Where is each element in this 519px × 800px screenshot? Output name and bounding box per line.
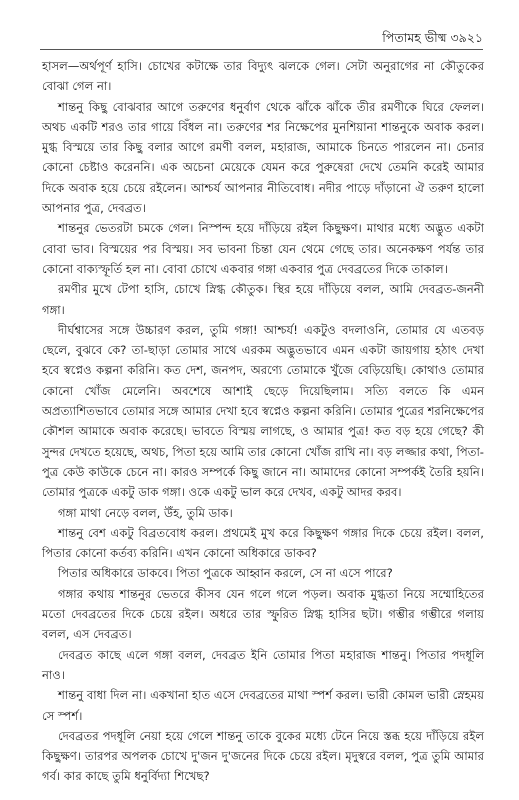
header-rule	[40, 49, 483, 50]
paragraph: দেবব্রতর পদধূলি নেয়া হয়ে গেলে শান্তনু তাকে বুকের মধ্যে টেনে নিয়ে স্তব্ধ হয়ে দাঁড়িয়ে রইল কিছুক্ষণ। তারপর অপলক চোখে দু'জন দু'জনের দিকে চেয়ে রইল। মৃদুস্বরে বলল, পুত্র তুমি আমার গর্ব। কার কাছে তুমি ধনুর্বিদ্যা শিখেছ?	[42, 728, 484, 784]
paragraph: পিতার অধিকারে ডাকবে। পিতা পুত্রকে আহ্বান করলে, সে না এসে পারে?	[58, 566, 393, 581]
paragraph: গঙ্গার কথায় শান্তনুর ভেতরে কীসব যেন গলে গলে পড়ল। অবাক মুগ্ধতা নিয়ে সম্মোহিতের মতো দেবব্রতের দিকে চেয়ে রইল। অধরে তার স্ফুরিত স্নিগ্ধ হাসির ছটা। গম্ভীর গম্ভীরে গলায় বলল, এস দেবব্রত।	[42, 586, 484, 642]
paragraph: দেবব্রত কাছে এলে গঙ্গা বলল, দেবব্রত ইনি তোমার পিতা মহারাজ শান্তনু। পিতার পদধূলি নাও।	[42, 647, 484, 682]
paragraph: হাসল—অর্থপূর্ণ হাসি। চোখের কটাক্ষে তার বিদ্যুৎ ঝলকে গেল। সেটা অনুরাগের না কৌতুকের বোঝা গেল না।	[42, 59, 484, 94]
running-header: পিতামহ ভীষ্ম ৩৯২১	[382, 30, 483, 45]
paragraph: শান্তনু কিছু বোঝবার আগে তরুণের ধনুর্বাণ থেকে ঝাঁকে ঝাঁকে তীর রমণীকে ঘিরে ফেলল। অথচ একটি শরও তার গায়ে বিঁধল না। তরুণের শর নিক্ষেপের মুনশিয়ানা শান্তনুকে অবাক করল। মুগ্ধ বিস্ময়ে তার কিছু বলার আগে রমণী বলল, মহারাজ, আমাকে চিনতে পারলেন না। চেনার কোনো চেষ্টাও করেননি। এক অচেনা মেয়েকে যেমন করে পুরুষেরা দেখে তেমনি করেই আমার দিকে অবাক হয়ে চেয়ে রইলেন। আশ্চর্য আপনার নীতিবোধ। নদীর পাড়ে দাঁড়ানো ঐ তরুণ হালো আপনার পুত্র, দেবব্রত।	[42, 99, 484, 216]
paragraph: দীর্ঘশ্বাসের সঙ্গে উচ্চারণ করল, তুমি গঙ্গা! আশ্চর্য! একটুও বদলাওনি, তোমার যে এতবড় ছেলে, বুঝবে কে? তা-ছাড়া তোমার সাথে এরকম অদ্ভুতভাবে এমন একটা জায়গায় হঠাৎ দেখা হবে স্বপ্নেও কল্পনা করিনি। কত দেশ, জনপদ, অরণ্যে তোমাকে খুঁজে বেড়িয়েছি। কোথাও তোমার কোনো খোঁজ মেলেনি। অবশেষে আশাই ছেড়ে দিয়েছিলাম। সত্যি বলতে কি এমন অপ্রত্যাশিতভাবে তোমার সঙ্গে আমার দেখা হবে স্বপ্নেও কল্পনা করিনি। তোমার পুত্রের শরনিক্ষেপের কৌশল আমাকে অবাক করেছে। ভাবতে বিস্ময় লাগছে, ও আমার পুত্র! কত বড় হয়ে গেছে? কী সুন্দর দেখতে হয়েছে, অথচ, পিতা হয়ে আমি তার কোনো খোঁজ রাখি না। বড় লজ্জার কথা, পিতা-পুত্র কেউ কাউকে চেনে না। কারও সম্পর্কে কিছু জানে না। আমাদের কোনো সম্পর্কই তৈরি হয়নি। তোমার পুত্রকে একটু ডাক গঙ্গা। ওকে একটু ভাল করে দেখব, একটু আদর করব।	[42, 322, 484, 500]
page-body	[42, 56, 484, 787]
paragraph: শান্তনু বেশ একটু বিব্রতবোধ করল। প্রথমেই মুখ করে কিছুক্ষণ গঙ্গার দিকে চেয়ে রইল। বলল, পিতার কোনো কর্তব্য করিনি। এখন কোনো অধিকারে ডাকব?	[42, 525, 484, 561]
paragraph: শান্তনু বাধা দিল না। একখানা হাত এসে দেবব্রতের মাথা স্পর্শ করল। ভারী কোমল ভারী স্নেহময় সে স্পর্শ।	[42, 688, 484, 723]
paragraph: রমণীর মুখে টেপা হাসি, চোখে স্নিগ্ধ কৌতুক। স্থির হয়ে দাঁড়িয়ে বলল, আমি দেবব্রত-জননী গঙ্গা।	[42, 282, 484, 317]
paragraph: গঙ্গা মাথা নেড়ে বলল, উঁহ, তুমি ডাক।	[58, 505, 233, 520]
paragraph: শান্তনুর ভেতরটা চমকে গেল। নিস্পন্দ হয়ে দাঁড়িয়ে রইল কিছুক্ষণ। মাথার মধ্যে অদ্ভুত একটা বোবা ভাব। বিস্ময়ের পর বিস্ময়। সব ভাবনা চিন্তা যেন থেমে গেছে তার। অনেকক্ষণ পর্যন্ত তার কোনো বাক্যস্ফূর্তি হল না। বোবা চোখে একবার গঙ্গা একবার পুত্র দেবব্রতের দিকে তাকাল।	[42, 221, 484, 276]
